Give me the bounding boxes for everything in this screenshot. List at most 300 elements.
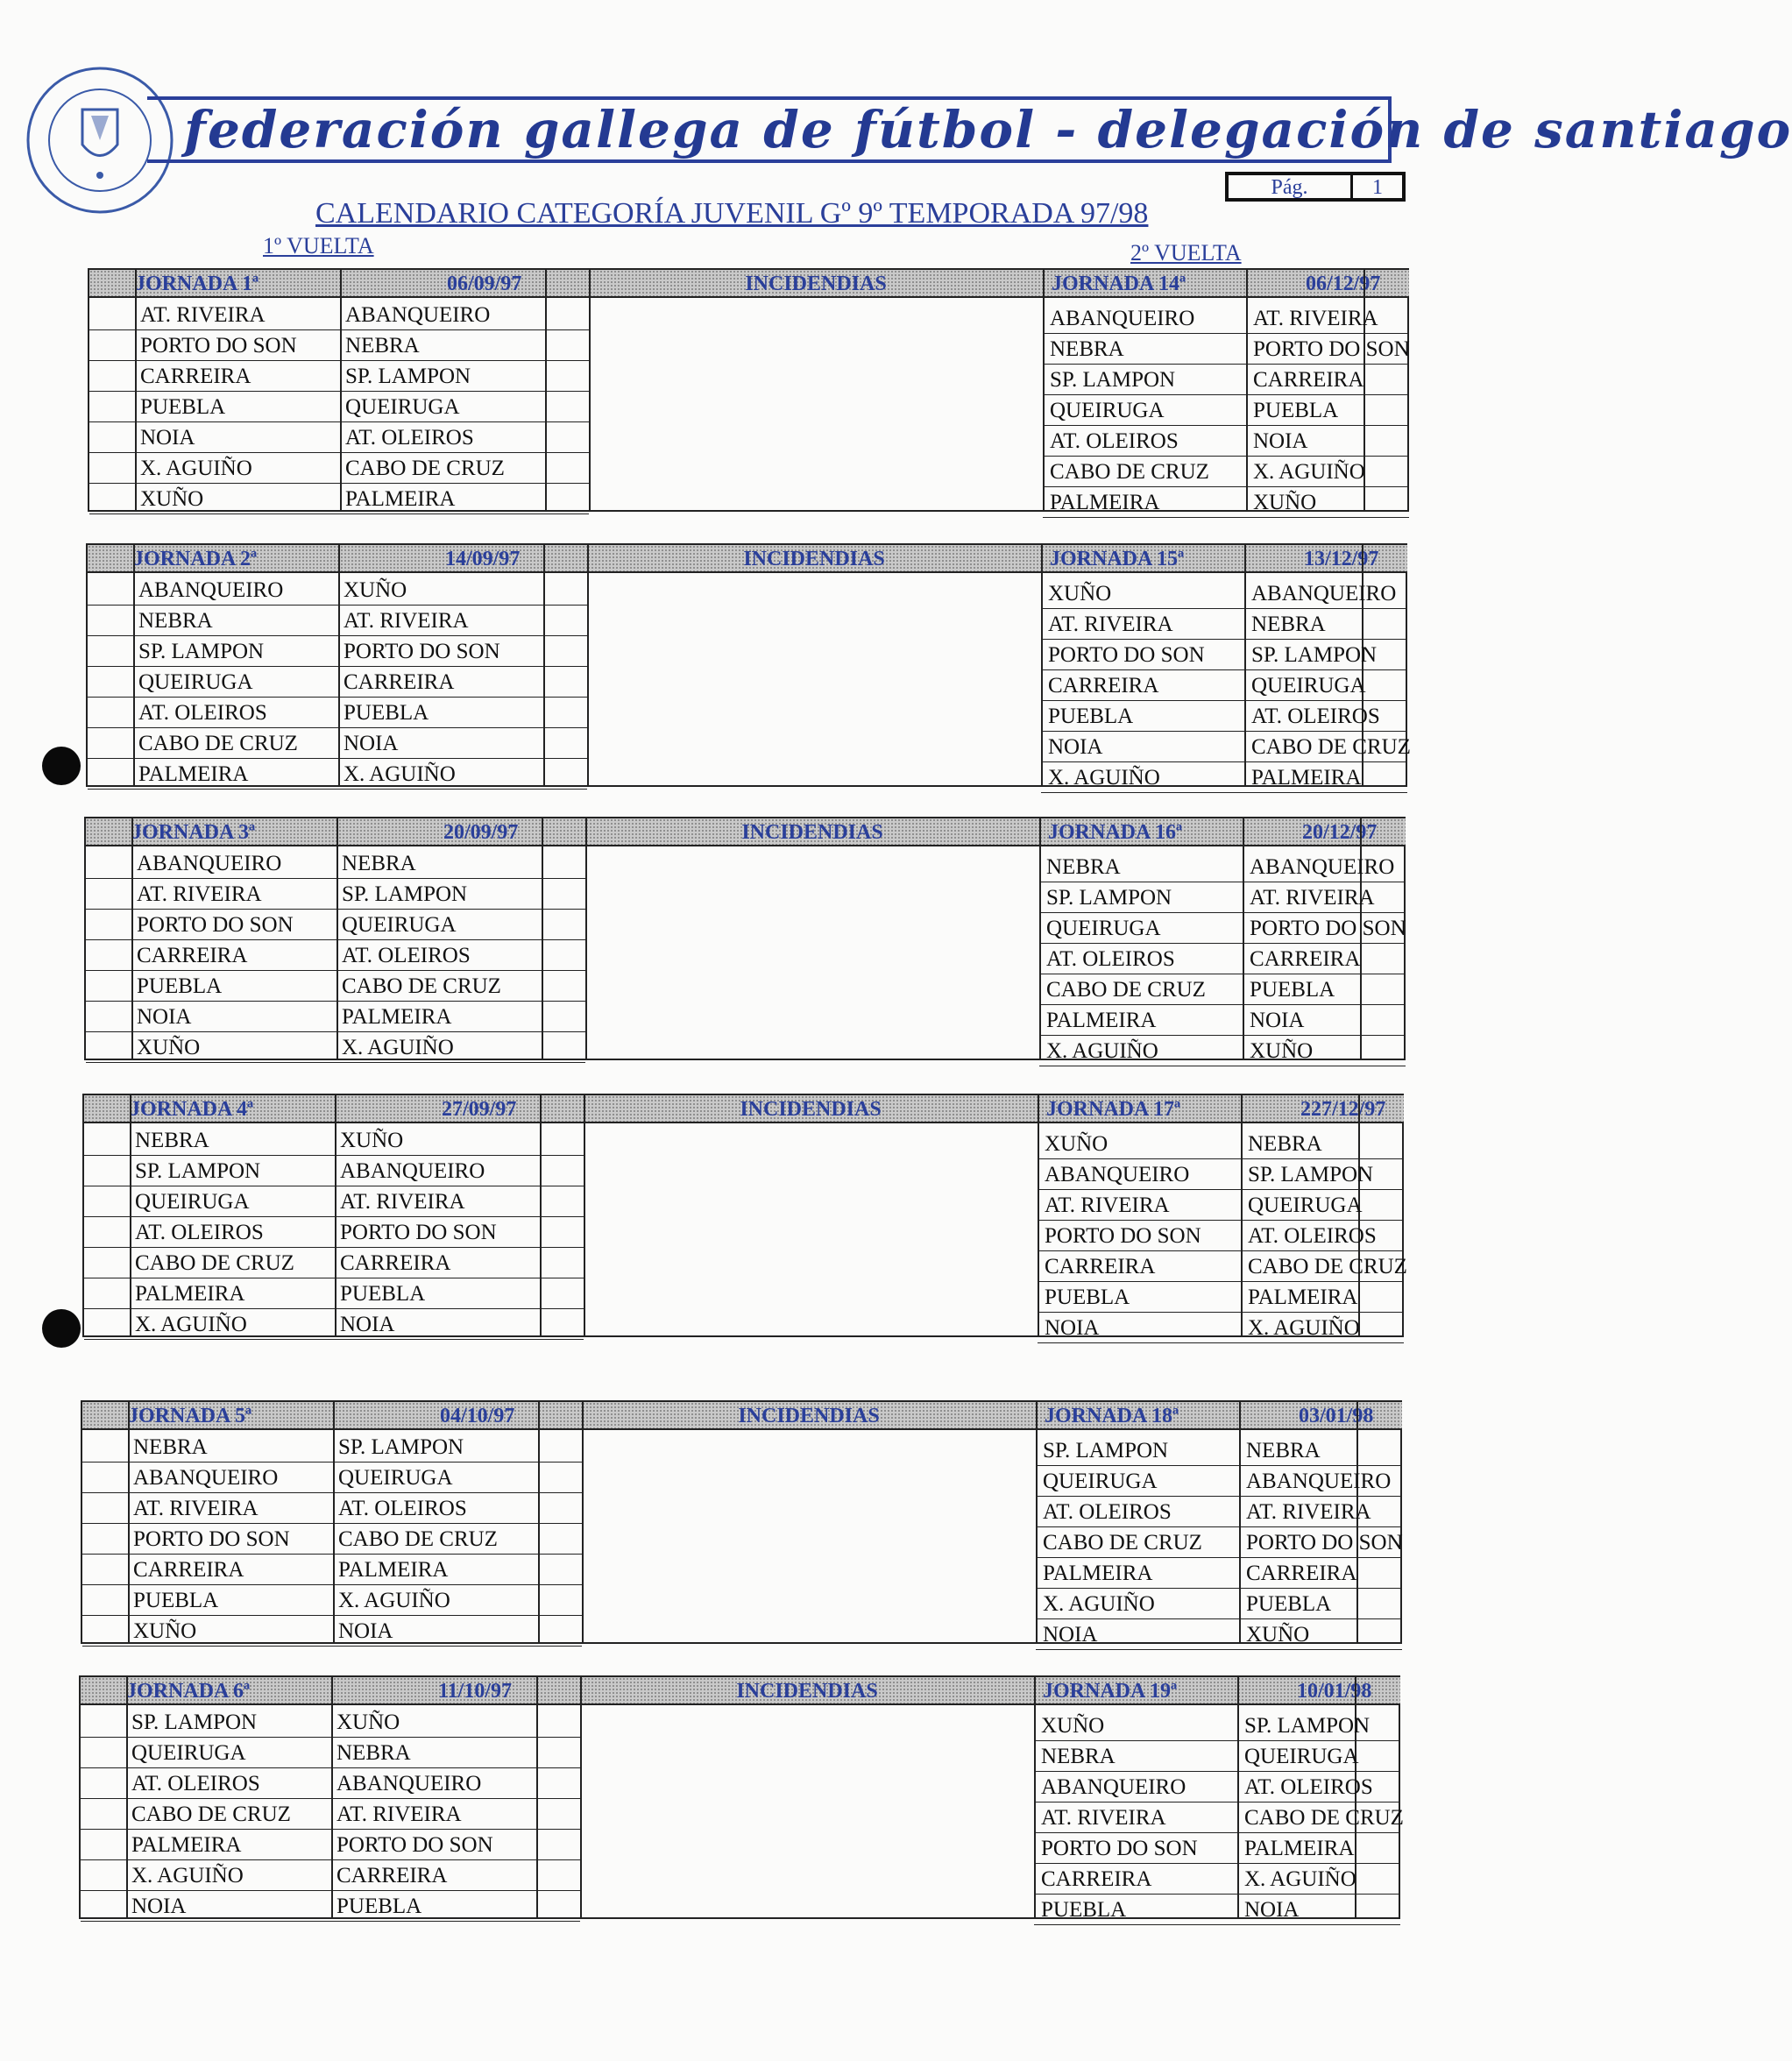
home-team: AT. OLEIROS: [1046, 947, 1175, 971]
away-team: NEBRA: [342, 852, 416, 875]
away-team: ABANQUEIRO: [1250, 855, 1395, 879]
home-team: XUÑO: [140, 487, 204, 511]
incidencias-label: INCIDENDIAS: [736, 1680, 878, 1703]
away-team: AT. RIVEIRA: [336, 1802, 462, 1826]
away-team: PUEBLA: [340, 1282, 426, 1306]
home-team: CABO DE CRUZ: [1046, 978, 1206, 1002]
home-team: X. AGUIÑO: [135, 1313, 247, 1336]
away-team: PORTO DO SON: [1250, 917, 1406, 940]
left-jornada: JORNADA 2ª: [133, 548, 258, 570]
left-match-row: [86, 910, 585, 940]
left-match-row: [84, 1217, 584, 1248]
home-team: ABANQUEIRO: [133, 1466, 279, 1490]
right-match-row: [1034, 1895, 1400, 1925]
right-round-header: [1036, 1402, 1402, 1430]
home-team: ABANQUEIRO: [1045, 1163, 1190, 1186]
away-team: QUEIRUGA: [342, 913, 457, 937]
right-match-row: [1041, 578, 1407, 609]
away-team: PALMEIRA: [1244, 1837, 1355, 1860]
round-block: [88, 268, 1409, 512]
incidencias-header: [582, 1402, 1036, 1430]
left-jornada: JORNADA 5ª: [128, 1405, 252, 1427]
right-match-row: [1038, 1313, 1404, 1343]
right-match-row: [1043, 457, 1409, 487]
away-team: ABANQUEIRO: [345, 303, 491, 327]
left-match-row: [84, 1309, 584, 1340]
left-jornada: JORNADA 1ª: [135, 273, 259, 295]
away-team: ABANQUEIRO: [336, 1772, 482, 1795]
right-match-row: [1039, 852, 1406, 882]
grid-line: [580, 1677, 582, 1917]
home-team: XUÑO: [1048, 582, 1112, 606]
right-match-row: [1039, 944, 1406, 974]
round-block: [82, 1094, 1407, 1340]
home-team: QUEIRUGA: [138, 670, 253, 694]
punch-hole: [42, 747, 81, 785]
home-team: QUEIRUGA: [1043, 1470, 1158, 1493]
home-team: XUÑO: [137, 1036, 201, 1059]
away-team: QUEIRUGA: [338, 1466, 453, 1490]
right-round-header: [1034, 1677, 1400, 1705]
away-team: AT. RIVEIRA: [1253, 307, 1378, 330]
home-team: ABANQUEIRO: [138, 578, 284, 602]
home-team: PALMEIRA: [135, 1282, 245, 1306]
round-block: [79, 1675, 1404, 1922]
away-team: AT. OLEIROS: [1248, 1224, 1377, 1248]
second-round-label: 2º VUELTA: [1130, 240, 1242, 266]
home-team: PUEBLA: [137, 974, 223, 998]
home-team: PUEBLA: [1048, 705, 1134, 728]
home-team: XUÑO: [1041, 1714, 1105, 1738]
home-team: AT. OLEIROS: [135, 1221, 264, 1244]
away-team: QUEIRUGA: [1248, 1193, 1363, 1217]
right-jornada: JORNADA 18ª: [1045, 1405, 1179, 1427]
home-team: NEBRA: [135, 1129, 209, 1152]
home-team: CARREIRA: [1041, 1867, 1152, 1891]
away-team: NEBRA: [1251, 613, 1326, 636]
home-team: ABANQUEIRO: [137, 852, 282, 875]
home-team: QUEIRUGA: [135, 1190, 250, 1214]
away-team: PORTO DO SON: [336, 1833, 493, 1857]
away-team: AT. OLEIROS: [1251, 705, 1380, 728]
away-team: QUEIRUGA: [1244, 1745, 1359, 1768]
home-team: CARREIRA: [133, 1558, 244, 1582]
home-team: PUEBLA: [140, 395, 226, 419]
right-match-row: [1041, 732, 1411, 762]
left-round-header: [86, 818, 585, 846]
home-team: PORTO DO SON: [140, 334, 297, 358]
right-jornada: JORNADA 17ª: [1046, 1098, 1181, 1121]
right-match-row: [1039, 913, 1406, 944]
right-match-row: [1043, 365, 1409, 395]
home-team: AT. OLEIROS: [1050, 429, 1179, 453]
left-match-row: [81, 1707, 580, 1738]
away-team: NOIA: [344, 732, 399, 755]
away-team: CARREIRA: [340, 1251, 451, 1275]
away-team: AT. OLEIROS: [338, 1497, 467, 1520]
right-match-row: [1034, 1864, 1400, 1895]
left-match-row: [84, 1156, 584, 1186]
away-team: NOIA: [338, 1619, 393, 1643]
home-team: PORTO DO SON: [133, 1527, 290, 1551]
left-match-row: [86, 971, 585, 1002]
left-match-row: [89, 422, 589, 453]
right-jornada: JORNADA 15ª: [1050, 548, 1185, 570]
home-team: X. AGUIÑO: [1046, 1039, 1158, 1063]
away-team: QUEIRUGA: [345, 395, 460, 419]
right-match-row: [1038, 1221, 1404, 1251]
home-team: PUEBLA: [1045, 1285, 1130, 1309]
away-team: CARREIRA: [1250, 947, 1361, 971]
away-team: X. AGUIÑO: [344, 762, 456, 786]
incidencias-label: INCIDENDIAS: [738, 1405, 880, 1427]
home-team: PUEBLA: [1041, 1898, 1127, 1922]
away-team: CARREIRA: [344, 670, 455, 694]
grid-line: [585, 818, 587, 1059]
away-team: SP. LAMPON: [1251, 643, 1378, 667]
away-team: CARREIRA: [1253, 368, 1364, 392]
away-team: CABO DE CRUZ: [342, 974, 501, 998]
left-match-row: [88, 759, 587, 790]
away-team: NOIA: [1244, 1898, 1300, 1922]
away-team: PUEBLA: [344, 701, 429, 725]
away-team: AT. OLEIROS: [342, 944, 471, 967]
home-team: NOIA: [1045, 1316, 1100, 1340]
away-team: PALMEIRA: [338, 1558, 449, 1582]
away-team: AT. OLEIROS: [1244, 1775, 1373, 1799]
right-date: 03/01/98: [1299, 1405, 1374, 1427]
home-team: QUEIRUGA: [131, 1741, 246, 1765]
left-date: 20/09/97: [443, 821, 519, 844]
left-match-row: [89, 330, 589, 361]
left-match-row: [89, 361, 589, 392]
right-date: 10/01/98: [1297, 1680, 1372, 1703]
right-match-row: [1043, 334, 1409, 365]
left-match-row: [82, 1555, 582, 1585]
banner-title: federación gallega de fútbol - delegación de santiago: [184, 100, 1792, 159]
home-team: NEBRA: [138, 609, 213, 633]
away-team: AT. RIVEIRA: [344, 609, 469, 633]
away-team: NEBRA: [1246, 1439, 1321, 1463]
left-match-row: [88, 728, 587, 759]
punch-hole: [42, 1309, 81, 1348]
home-team: AT. RIVEIRA: [137, 882, 262, 906]
away-team: SP. LAMPON: [345, 365, 471, 388]
grid-line: [587, 545, 589, 785]
right-match-row: [1043, 303, 1409, 334]
page-label: Pág.: [1271, 176, 1308, 199]
left-jornada: JORNADA 3ª: [131, 821, 256, 844]
left-jornada: JORNADA 6ª: [126, 1680, 251, 1703]
away-team: NEBRA: [1248, 1132, 1322, 1156]
home-team: PUEBLA: [133, 1589, 219, 1612]
home-team: CABO DE CRUZ: [135, 1251, 294, 1275]
left-match-row: [89, 453, 589, 484]
away-team: PALMEIRA: [1248, 1285, 1358, 1309]
away-team: PORTO DO SON: [1246, 1531, 1403, 1555]
incidencias-label: INCIDENDIAS: [743, 548, 885, 570]
right-match-row: [1036, 1589, 1402, 1619]
right-match-row: [1034, 1772, 1400, 1802]
right-date: 13/12/97: [1304, 548, 1379, 570]
left-date: 04/10/97: [440, 1405, 515, 1427]
away-team: X. AGUIÑO: [1248, 1316, 1360, 1340]
home-team: AT. OLEIROS: [131, 1772, 260, 1795]
away-team: XUÑO: [1246, 1623, 1310, 1647]
right-round-header: [1038, 1095, 1404, 1123]
home-team: NEBRA: [1041, 1745, 1116, 1768]
grid-line: [582, 1402, 584, 1642]
left-match-row: [86, 848, 585, 879]
home-team: PORTO DO SON: [1048, 643, 1205, 667]
home-team: NOIA: [140, 426, 195, 450]
away-team: AT. RIVEIRA: [1250, 886, 1375, 910]
left-match-row: [82, 1524, 582, 1555]
round-block: [86, 543, 1411, 790]
left-date: 27/09/97: [442, 1098, 517, 1121]
left-match-row: [84, 1186, 584, 1217]
home-team: NEBRA: [133, 1435, 208, 1459]
incidencias-label: INCIDENDIAS: [741, 821, 883, 844]
right-match-row: [1041, 701, 1407, 732]
away-team: PUEBLA: [336, 1895, 422, 1918]
right-match-row: [1036, 1619, 1402, 1650]
home-team: SP. LAMPON: [1050, 368, 1176, 392]
right-round-header: [1041, 545, 1407, 573]
left-match-row: [88, 667, 587, 698]
right-match-row: [1041, 762, 1407, 793]
right-round-header: [1039, 818, 1406, 846]
away-team: X. AGUIÑO: [342, 1036, 454, 1059]
away-team: PORTO DO SON: [1253, 337, 1410, 361]
home-team: NOIA: [1043, 1623, 1098, 1647]
left-match-row: [81, 1799, 580, 1830]
left-match-row: [84, 1248, 584, 1278]
home-team: CABO DE CRUZ: [138, 732, 298, 755]
home-team: AT. RIVEIRA: [140, 303, 266, 327]
away-team: XUÑO: [336, 1710, 400, 1734]
home-team: PALMEIRA: [138, 762, 249, 786]
right-match-row: [1039, 1005, 1406, 1036]
left-date: 06/09/97: [447, 273, 522, 295]
right-match-row: [1034, 1802, 1404, 1833]
home-team: AT. OLEIROS: [138, 701, 267, 725]
home-team: PALMEIRA: [1046, 1009, 1157, 1032]
incidencias-label: INCIDENDIAS: [745, 273, 887, 295]
right-match-row: [1043, 395, 1409, 426]
left-round-header: [88, 545, 587, 573]
away-team: ABANQUEIRO: [1246, 1470, 1392, 1493]
away-team: NEBRA: [336, 1741, 411, 1765]
home-team: SP. LAMPON: [1043, 1439, 1169, 1463]
home-team: AT. RIVEIRA: [1045, 1193, 1170, 1217]
right-date: 06/12/97: [1306, 273, 1381, 295]
left-match-row: [81, 1830, 580, 1860]
home-team: SP. LAMPON: [138, 640, 265, 663]
away-team: NOIA: [1253, 429, 1308, 453]
left-match-row: [82, 1463, 582, 1493]
left-match-row: [81, 1891, 580, 1922]
home-team: QUEIRUGA: [1046, 917, 1161, 940]
away-team: CABO DE CRUZ: [1244, 1806, 1404, 1830]
page-indicator: [1225, 172, 1406, 202]
left-round-header: [89, 270, 589, 298]
away-team: AT. OLEIROS: [345, 426, 474, 450]
left-match-row: [81, 1738, 580, 1768]
away-team: AT. RIVEIRA: [1246, 1500, 1371, 1524]
right-match-row: [1036, 1466, 1402, 1497]
home-team: X. AGUIÑO: [131, 1864, 244, 1887]
right-match-row: [1038, 1159, 1404, 1190]
away-team: PUEBLA: [1253, 399, 1339, 422]
left-match-row: [86, 940, 585, 971]
right-jornada: JORNADA 16ª: [1048, 821, 1183, 844]
left-match-row: [88, 636, 587, 667]
right-match-row: [1034, 1710, 1400, 1741]
right-match-row: [1038, 1282, 1404, 1313]
right-match-row: [1041, 640, 1407, 670]
home-team: QUEIRUGA: [1050, 399, 1165, 422]
right-match-row: [1038, 1190, 1404, 1221]
home-team: CABO DE CRUZ: [1050, 460, 1209, 484]
right-match-row: [1038, 1129, 1404, 1159]
left-match-row: [81, 1860, 580, 1891]
right-match-row: [1038, 1251, 1407, 1282]
away-team: ABANQUEIRO: [340, 1159, 485, 1183]
away-team: PUEBLA: [1246, 1592, 1332, 1616]
left-date: 14/09/97: [445, 548, 521, 570]
home-team: X. AGUIÑO: [1043, 1592, 1155, 1616]
left-match-row: [88, 698, 587, 728]
away-team: XUÑO: [340, 1129, 404, 1152]
incidencias-header: [587, 545, 1041, 573]
right-match-row: [1036, 1435, 1402, 1466]
grid-line: [589, 270, 591, 510]
home-team: CARREIRA: [1045, 1255, 1156, 1278]
round-block: [81, 1400, 1403, 1647]
left-match-row: [88, 575, 587, 606]
left-match-row: [82, 1616, 582, 1647]
right-match-row: [1036, 1527, 1402, 1558]
home-team: AT. RIVEIRA: [133, 1497, 259, 1520]
home-team: AT. OLEIROS: [1043, 1500, 1172, 1524]
left-round-header: [82, 1402, 582, 1430]
right-match-row: [1034, 1741, 1400, 1772]
incidencias-label: INCIDENDIAS: [740, 1098, 882, 1121]
left-match-row: [89, 484, 589, 514]
home-team: CARREIRA: [1048, 674, 1159, 698]
away-team: X. AGUIÑO: [1253, 460, 1365, 484]
left-match-row: [82, 1432, 582, 1463]
away-team: CARREIRA: [336, 1864, 448, 1887]
right-match-row: [1043, 487, 1409, 518]
right-match-row: [1036, 1497, 1402, 1527]
away-team: NOIA: [1250, 1009, 1305, 1032]
home-team: X. AGUIÑO: [1048, 766, 1160, 790]
home-team: PALMEIRA: [1050, 491, 1160, 514]
home-team: X. AGUIÑO: [140, 457, 252, 480]
away-team: SP. LAMPON: [342, 882, 468, 906]
away-team: ABANQUEIRO: [1251, 582, 1397, 606]
left-round-header: [81, 1677, 580, 1705]
away-team: PALMEIRA: [345, 487, 456, 511]
away-team: CABO DE CRUZ: [1251, 735, 1411, 759]
first-round-label: 1º VUELTA: [263, 233, 374, 259]
incidencias-header: [580, 1677, 1034, 1705]
away-team: SP. LAMPON: [1244, 1714, 1371, 1738]
away-team: XUÑO: [344, 578, 407, 602]
away-team: CABO DE CRUZ: [338, 1527, 498, 1551]
left-match-row: [82, 1585, 582, 1616]
home-team: XUÑO: [1045, 1132, 1108, 1156]
home-team: PORTO DO SON: [1045, 1224, 1201, 1248]
right-match-row: [1036, 1558, 1402, 1589]
away-team: CABO DE CRUZ: [1248, 1255, 1407, 1278]
right-match-row: [1034, 1833, 1400, 1864]
home-team: NEBRA: [1050, 337, 1124, 361]
home-team: SP. LAMPON: [131, 1710, 258, 1734]
away-team: PORTO DO SON: [344, 640, 500, 663]
home-team: PORTO DO SON: [137, 913, 294, 937]
away-team: PALMEIRA: [1251, 766, 1362, 790]
incidencias-header: [585, 818, 1039, 846]
round-block: [84, 817, 1406, 1063]
away-team: X. AGUIÑO: [338, 1589, 450, 1612]
away-team: AT. RIVEIRA: [340, 1190, 465, 1214]
home-team: NOIA: [1048, 735, 1103, 759]
home-team: PALMEIRA: [1043, 1562, 1153, 1585]
away-team: SP. LAMPON: [338, 1435, 464, 1459]
left-match-row: [86, 1002, 585, 1032]
away-team: PUEBLA: [1250, 978, 1335, 1002]
home-team: SP. LAMPON: [1046, 886, 1172, 910]
page-title: CALENDARIO CATEGORÍA JUVENIL Gº 9º TEMPORADA 97/98: [315, 197, 1149, 230]
left-match-row: [84, 1278, 584, 1309]
left-match-row: [82, 1493, 582, 1524]
left-jornada: JORNADA 4ª: [130, 1098, 254, 1121]
left-match-row: [86, 879, 585, 910]
home-team: CARREIRA: [140, 365, 251, 388]
away-team: XUÑO: [1250, 1039, 1314, 1063]
left-match-row: [89, 392, 589, 422]
away-team: QUEIRUGA: [1251, 674, 1366, 698]
home-team: CABO DE CRUZ: [1043, 1531, 1202, 1555]
incidencias-header: [584, 1095, 1038, 1123]
home-team: AT. RIVEIRA: [1048, 613, 1173, 636]
page-number: 1: [1350, 175, 1402, 198]
home-team: PORTO DO SON: [1041, 1837, 1198, 1860]
home-team: ABANQUEIRO: [1050, 307, 1195, 330]
right-date: 20/12/97: [1302, 821, 1378, 844]
left-match-row: [89, 300, 589, 330]
right-match-row: [1039, 974, 1406, 1005]
away-team: NEBRA: [345, 334, 420, 358]
home-team: SP. LAMPON: [135, 1159, 261, 1183]
left-match-row: [88, 606, 587, 636]
home-team: ABANQUEIRO: [1041, 1775, 1186, 1799]
grid-line: [584, 1095, 585, 1335]
home-team: NOIA: [137, 1005, 192, 1029]
incidencias-header: [589, 270, 1043, 298]
right-round-header: [1043, 270, 1409, 298]
home-team: XUÑO: [133, 1619, 197, 1643]
left-match-row: [84, 1125, 584, 1156]
left-match-row: [81, 1768, 580, 1799]
home-team: PALMEIRA: [131, 1833, 242, 1857]
right-match-row: [1039, 882, 1406, 913]
right-match-row: [1041, 609, 1407, 640]
away-team: CARREIRA: [1246, 1562, 1357, 1585]
